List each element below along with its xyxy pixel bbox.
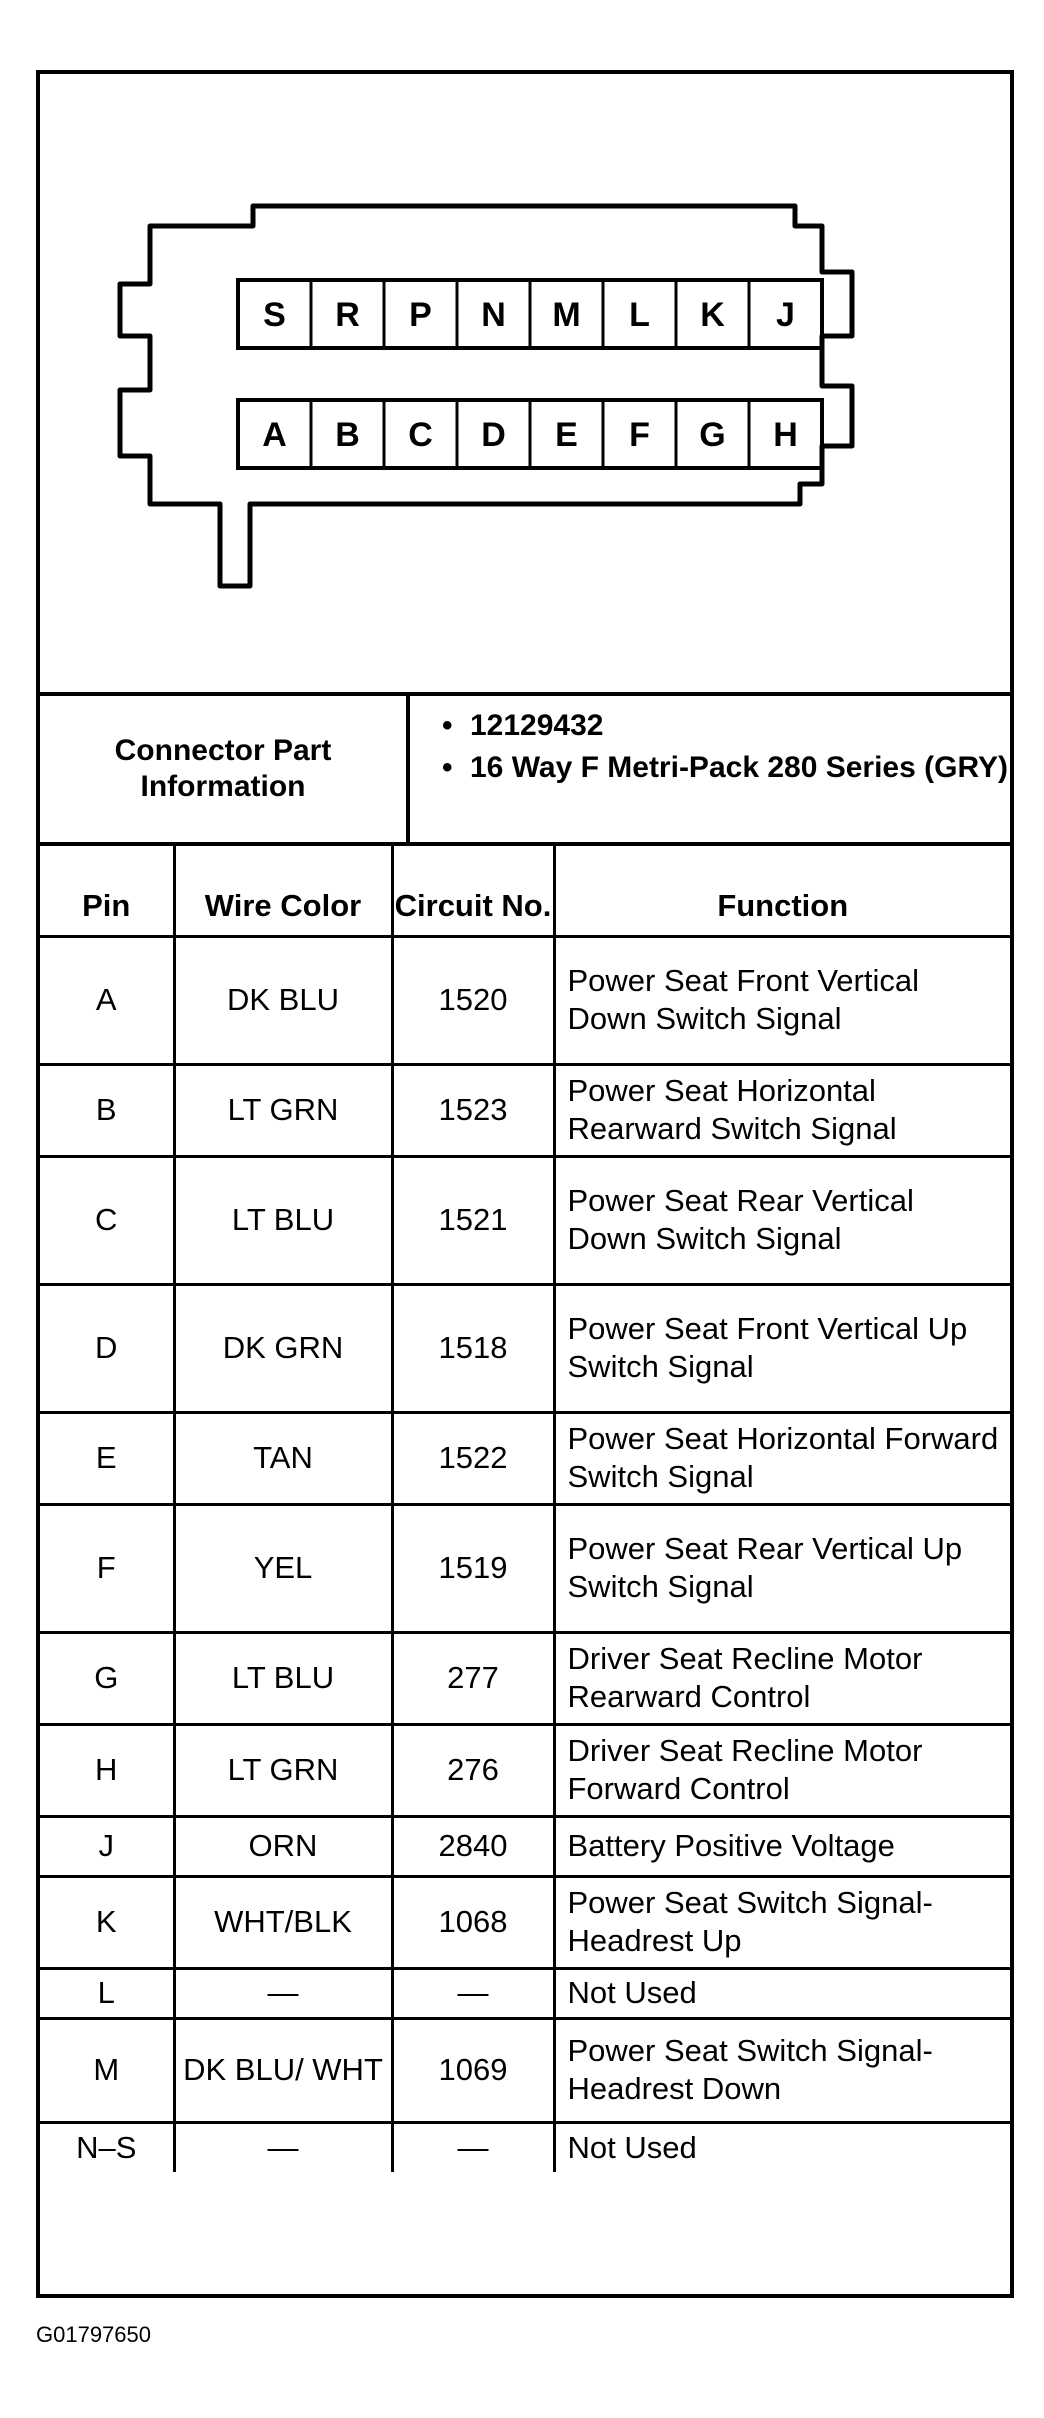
function-header: Function <box>554 846 1010 936</box>
pin-out-table <box>40 846 1010 2172</box>
circuit-cell: 1069 <box>392 2018 554 2122</box>
function-cell: Power Seat Switch Signal-Headrest Down <box>554 2018 1010 2122</box>
pin-cell: M <box>40 2018 174 2122</box>
table-row <box>40 1156 1010 1284</box>
wire-color-cell: LT BLU <box>174 1156 392 1284</box>
cavity-label-l: L <box>629 296 650 334</box>
connector-diagram-panel <box>40 74 1010 696</box>
wire-color-cell: DK BLU/ WHT <box>174 2018 392 2122</box>
top-pin-row <box>238 280 822 348</box>
table-row <box>40 1504 1010 1632</box>
circuit-cell: 1068 <box>392 1876 554 1968</box>
wire-color-cell: LT BLU <box>174 1632 392 1724</box>
wire-color-cell: — <box>174 1968 392 2018</box>
cavity-label-m: M <box>552 296 581 334</box>
pin-cell: H <box>40 1724 174 1816</box>
pin-header: Pin <box>40 846 174 936</box>
cavity-label-d: D <box>481 416 506 454</box>
cavity-label-b: B <box>335 416 360 454</box>
circuit-cell: — <box>392 2122 554 2172</box>
circuit-cell: — <box>392 1968 554 2018</box>
table-row <box>40 1064 1010 1156</box>
pin-cell: L <box>40 1968 174 2018</box>
cavity-label-j: J <box>776 296 795 334</box>
circuit-cell: 1522 <box>392 1412 554 1504</box>
table-row <box>40 2122 1010 2172</box>
circuit-cell: 1519 <box>392 1504 554 1632</box>
table-row <box>40 1876 1010 1968</box>
connector-part-info-bullets <box>410 696 1010 842</box>
table-header-row <box>40 846 1010 936</box>
connector-type: • 16 Way F Metri-Pack 280 Series (GRY) <box>470 750 1010 786</box>
table-row <box>40 2018 1010 2122</box>
function-cell: Power Seat Horizontal Forward Switch Signal <box>554 1412 1010 1504</box>
circuit-cell: 1521 <box>392 1156 554 1284</box>
cavity-label-a: A <box>262 416 287 454</box>
table-row <box>40 1632 1010 1724</box>
function-cell: Power Seat Horizontal Rearward Switch Signal <box>554 1064 1010 1156</box>
table-row <box>40 1968 1010 2018</box>
pin-cell: N–S <box>40 2122 174 2172</box>
pin-cell: A <box>40 936 174 1064</box>
pin-cell: C <box>40 1156 174 1284</box>
pin-rows <box>40 936 1010 2172</box>
wire-color-cell: WHT/BLK <box>174 1876 392 1968</box>
wire-color-cell: ORN <box>174 1816 392 1876</box>
circuit-cell: 1518 <box>392 1284 554 1412</box>
bottom-pin-row <box>238 400 822 468</box>
cavity-label-k: K <box>700 296 725 334</box>
table-row <box>40 1284 1010 1412</box>
function-cell: Driver Seat Recline Motor Rearward Control <box>554 1632 1010 1724</box>
function-cell: Power Seat Switch Signal-Headrest Up <box>554 1876 1010 1968</box>
figure-id: G01797650 <box>36 2322 151 2347</box>
function-cell: Battery Positive Voltage <box>554 1816 1010 1876</box>
function-cell: Power Seat Front Vertical Down Switch Signal <box>554 936 1010 1064</box>
connector-housing-outline <box>120 206 852 586</box>
circuit-no-header: Circuit No. <box>392 846 554 936</box>
circuit-cell: 1520 <box>392 936 554 1064</box>
pin-cell: B <box>40 1064 174 1156</box>
part-number: • 12129432 <box>470 708 1010 744</box>
cavity-label-s: S <box>263 296 286 334</box>
table-row <box>40 1816 1010 1876</box>
pin-cell: G <box>40 1632 174 1724</box>
circuit-cell: 2840 <box>392 1816 554 1876</box>
cavity-label-p: P <box>409 296 432 334</box>
connector-face-drawing <box>40 74 1010 692</box>
cavity-label-h: H <box>773 416 798 454</box>
pin-cell: D <box>40 1284 174 1412</box>
cavity-label-r: R <box>335 296 360 334</box>
circuit-cell: 276 <box>392 1724 554 1816</box>
pin-cell: K <box>40 1876 174 1968</box>
connector-part-info-label: Connector Part Information <box>40 696 410 842</box>
connector-part-info <box>40 696 1010 846</box>
cavity-label-f: F <box>629 416 650 454</box>
table-row <box>40 1412 1010 1504</box>
wire-color-cell: TAN <box>174 1412 392 1504</box>
table-row <box>40 1724 1010 1816</box>
wire-color-cell: DK BLU <box>174 936 392 1064</box>
pin-cell: J <box>40 1816 174 1876</box>
wire-color-cell: — <box>174 2122 392 2172</box>
wire-color-cell: YEL <box>174 1504 392 1632</box>
pin-cell: F <box>40 1504 174 1632</box>
function-cell: Not Used <box>554 1968 1010 2018</box>
cavity-label-g: G <box>699 416 726 454</box>
wire-color-cell: LT GRN <box>174 1064 392 1156</box>
circuit-cell: 1523 <box>392 1064 554 1156</box>
table-row <box>40 936 1010 1064</box>
cavity-label-c: C <box>408 416 433 454</box>
function-cell: Not Used <box>554 2122 1010 2172</box>
function-cell: Power Seat Rear Vertical Up Switch Signal <box>554 1504 1010 1632</box>
function-cell: Power Seat Rear Vertical Down Switch Signal <box>554 1156 1010 1284</box>
function-cell: Driver Seat Recline Motor Forward Control <box>554 1724 1010 1816</box>
cavity-label-n: N <box>481 296 506 334</box>
function-cell: Power Seat Front Vertical Up Switch Signal <box>554 1284 1010 1412</box>
cavity-label-e: E <box>555 416 578 454</box>
connector-end-view-chart <box>36 70 1014 2298</box>
wire-color-cell: LT GRN <box>174 1724 392 1816</box>
circuit-cell: 277 <box>392 1632 554 1724</box>
wire-color-cell: DK GRN <box>174 1284 392 1412</box>
wire-color-header: Wire Color <box>174 846 392 936</box>
pin-cell: E <box>40 1412 174 1504</box>
